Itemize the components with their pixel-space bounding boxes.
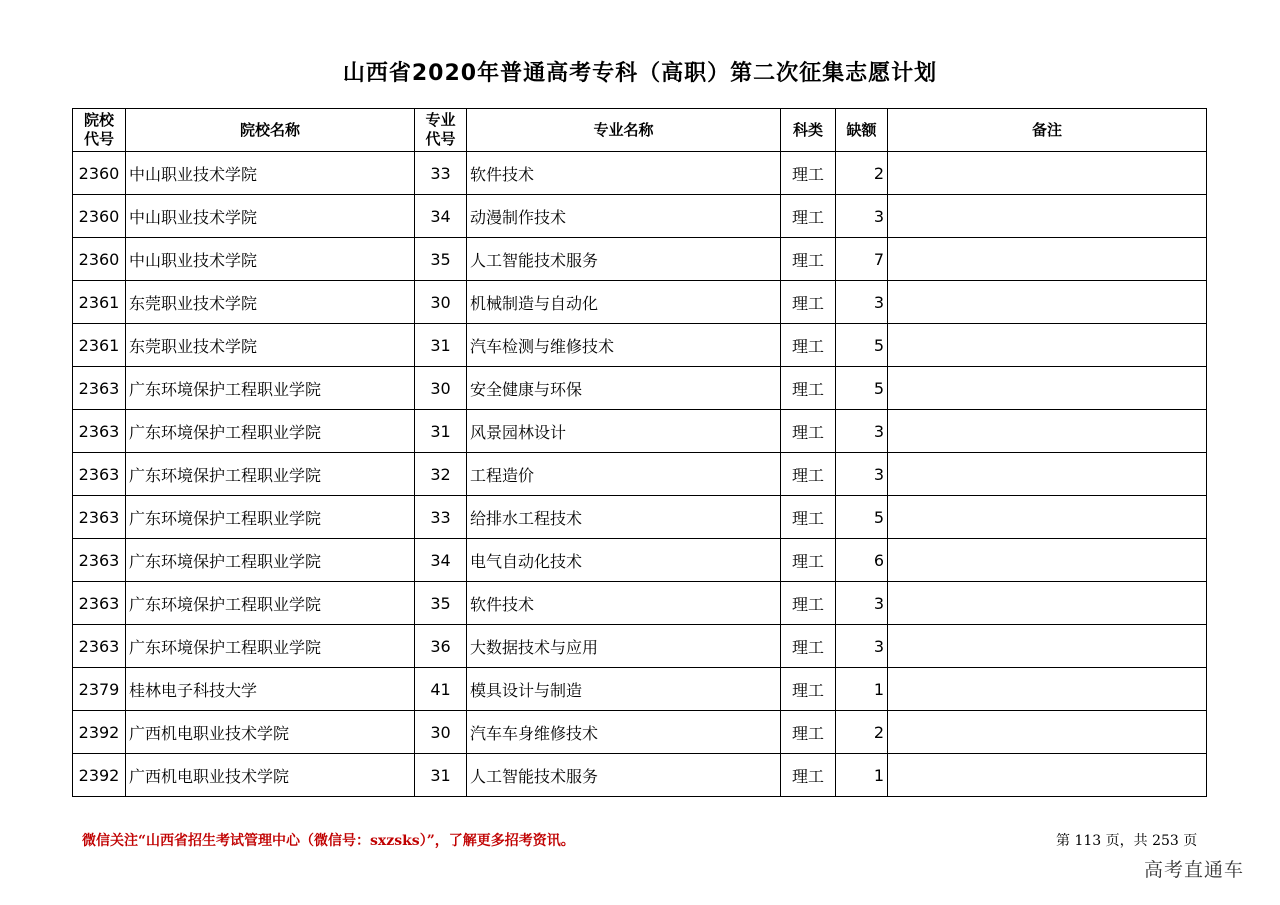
cell-remarks <box>888 625 1207 668</box>
cell-vacancies: 7 <box>836 238 888 281</box>
cell-major-code: 31 <box>415 324 467 367</box>
cell-category: 理工 <box>781 711 836 754</box>
cell-school-code: 2360 <box>73 195 126 238</box>
cell-remarks <box>888 195 1207 238</box>
table-row <box>73 754 1207 797</box>
cell-school-name: 广东环境保护工程职业学院 <box>126 496 415 539</box>
cell-school-name: 中山职业技术学院 <box>126 238 415 281</box>
cell-major-name: 软件技术 <box>467 152 781 195</box>
cell-school-name: 中山职业技术学院 <box>126 195 415 238</box>
table-body <box>73 152 1207 797</box>
cell-vacancies: 1 <box>836 668 888 711</box>
cell-major-name: 大数据技术与应用 <box>467 625 781 668</box>
header-school-code <box>73 109 126 152</box>
cell-school-name: 东莞职业技术学院 <box>126 324 415 367</box>
cell-major-code: 30 <box>415 711 467 754</box>
cell-major-name: 人工智能技术服务 <box>467 754 781 797</box>
cell-vacancies: 5 <box>836 367 888 410</box>
cell-major-name: 汽车检测与维修技术 <box>467 324 781 367</box>
cell-major-code: 33 <box>415 152 467 195</box>
cell-school-code: 2363 <box>73 367 126 410</box>
cell-category: 理工 <box>781 152 836 195</box>
cell-vacancies: 3 <box>836 453 888 496</box>
cell-category: 理工 <box>781 668 836 711</box>
table-row <box>73 281 1207 324</box>
header-school-code-label: 院校 代号 <box>83 111 114 148</box>
header-major-code <box>415 109 467 152</box>
cell-remarks <box>888 711 1207 754</box>
cell-remarks <box>888 367 1207 410</box>
table-row <box>73 668 1207 711</box>
cell-school-name: 中山职业技术学院 <box>126 152 415 195</box>
cell-vacancies: 3 <box>836 281 888 324</box>
cell-vacancies: 6 <box>836 539 888 582</box>
cell-vacancies: 5 <box>836 324 888 367</box>
cell-remarks <box>888 582 1207 625</box>
cell-major-code: 33 <box>415 496 467 539</box>
cell-school-code: 2361 <box>73 324 126 367</box>
cell-category: 理工 <box>781 582 836 625</box>
cell-school-name: 广东环境保护工程职业学院 <box>126 582 415 625</box>
cell-category: 理工 <box>781 625 836 668</box>
cell-major-code: 34 <box>415 195 467 238</box>
cell-school-code: 2361 <box>73 281 126 324</box>
cell-vacancies: 3 <box>836 195 888 238</box>
cell-category: 理工 <box>781 281 836 324</box>
cell-school-name: 桂林电子科技大学 <box>126 668 415 711</box>
header-major-name: 专业名称 <box>467 109 781 152</box>
cell-remarks <box>888 238 1207 281</box>
table-row <box>73 711 1207 754</box>
table-row <box>73 625 1207 668</box>
cell-school-code: 2363 <box>73 625 126 668</box>
cell-school-code: 2360 <box>73 152 126 195</box>
cell-school-name: 广东环境保护工程职业学院 <box>126 453 415 496</box>
cell-vacancies: 3 <box>836 625 888 668</box>
cell-remarks <box>888 754 1207 797</box>
table-row <box>73 324 1207 367</box>
cell-major-name: 动漫制作技术 <box>467 195 781 238</box>
table-row <box>73 367 1207 410</box>
cell-major-name: 机械制造与自动化 <box>467 281 781 324</box>
table-row <box>73 539 1207 582</box>
cell-major-code: 30 <box>415 367 467 410</box>
table-row <box>73 195 1207 238</box>
cell-school-code: 2363 <box>73 453 126 496</box>
wechat-notice: 微信关注“山西省招生考试管理中心（微信号：sxzsks）”，了解更多招考资讯。 <box>82 833 575 849</box>
page-number: 第 113 页，共 253 页 <box>1056 833 1198 849</box>
cell-vacancies: 3 <box>836 410 888 453</box>
cell-vacancies: 1 <box>836 754 888 797</box>
watermark-text: 高考直通车 <box>1144 859 1245 881</box>
table-row <box>73 152 1207 195</box>
cell-remarks <box>888 496 1207 539</box>
cell-category: 理工 <box>781 754 836 797</box>
cell-major-name: 给排水工程技术 <box>467 496 781 539</box>
cell-school-code: 2360 <box>73 238 126 281</box>
cell-major-code: 30 <box>415 281 467 324</box>
enrollment-plan-table <box>72 108 1207 797</box>
cell-major-code: 34 <box>415 539 467 582</box>
header-school-name: 院校名称 <box>126 109 415 152</box>
header-category: 科类 <box>781 109 836 152</box>
cell-category: 理工 <box>781 453 836 496</box>
cell-category: 理工 <box>781 324 836 367</box>
cell-school-name: 东莞职业技术学院 <box>126 281 415 324</box>
cell-remarks <box>888 668 1207 711</box>
cell-major-code: 31 <box>415 754 467 797</box>
header-vacancies: 缺额 <box>836 109 888 152</box>
cell-remarks <box>888 410 1207 453</box>
cell-school-name: 广东环境保护工程职业学院 <box>126 410 415 453</box>
cell-category: 理工 <box>781 539 836 582</box>
cell-vacancies: 2 <box>836 152 888 195</box>
cell-school-code: 2379 <box>73 668 126 711</box>
cell-vacancies: 3 <box>836 582 888 625</box>
cell-major-name: 人工智能技术服务 <box>467 238 781 281</box>
cell-major-name: 汽车车身维修技术 <box>467 711 781 754</box>
cell-major-code: 35 <box>415 582 467 625</box>
cell-vacancies: 2 <box>836 711 888 754</box>
cell-category: 理工 <box>781 496 836 539</box>
cell-major-code: 36 <box>415 625 467 668</box>
table-header-row <box>73 109 1207 152</box>
cell-school-name: 广东环境保护工程职业学院 <box>126 539 415 582</box>
cell-major-name: 风景园林设计 <box>467 410 781 453</box>
cell-school-name: 广西机电职业技术学院 <box>126 754 415 797</box>
table-row <box>73 453 1207 496</box>
cell-category: 理工 <box>781 367 836 410</box>
cell-major-name: 电气自动化技术 <box>467 539 781 582</box>
cell-school-code: 2363 <box>73 582 126 625</box>
cell-remarks <box>888 539 1207 582</box>
cell-school-code: 2392 <box>73 754 126 797</box>
cell-category: 理工 <box>781 238 836 281</box>
table-row <box>73 410 1207 453</box>
cell-school-code: 2363 <box>73 410 126 453</box>
cell-remarks <box>888 324 1207 367</box>
cell-category: 理工 <box>781 410 836 453</box>
cell-remarks <box>888 281 1207 324</box>
cell-major-code: 31 <box>415 410 467 453</box>
cell-category: 理工 <box>781 195 836 238</box>
header-remarks: 备注 <box>888 109 1207 152</box>
cell-major-code: 41 <box>415 668 467 711</box>
cell-major-name: 模具设计与制造 <box>467 668 781 711</box>
page-title: 山西省2020年普通高考专科（高职）第二次征集志愿计划 <box>342 61 938 86</box>
cell-remarks <box>888 152 1207 195</box>
cell-vacancies: 5 <box>836 496 888 539</box>
table-row <box>73 238 1207 281</box>
cell-major-code: 32 <box>415 453 467 496</box>
cell-school-name: 广东环境保护工程职业学院 <box>126 625 415 668</box>
header-major-code-label: 专业 代号 <box>425 111 456 148</box>
table-row <box>73 582 1207 625</box>
cell-major-name: 工程造价 <box>467 453 781 496</box>
cell-school-code: 2363 <box>73 496 126 539</box>
cell-major-name: 软件技术 <box>467 582 781 625</box>
cell-school-code: 2392 <box>73 711 126 754</box>
cell-remarks <box>888 453 1207 496</box>
table-row <box>73 496 1207 539</box>
cell-major-name: 安全健康与环保 <box>467 367 781 410</box>
cell-school-name: 广东环境保护工程职业学院 <box>126 367 415 410</box>
cell-school-name: 广西机电职业技术学院 <box>126 711 415 754</box>
cell-major-code: 35 <box>415 238 467 281</box>
cell-school-code: 2363 <box>73 539 126 582</box>
